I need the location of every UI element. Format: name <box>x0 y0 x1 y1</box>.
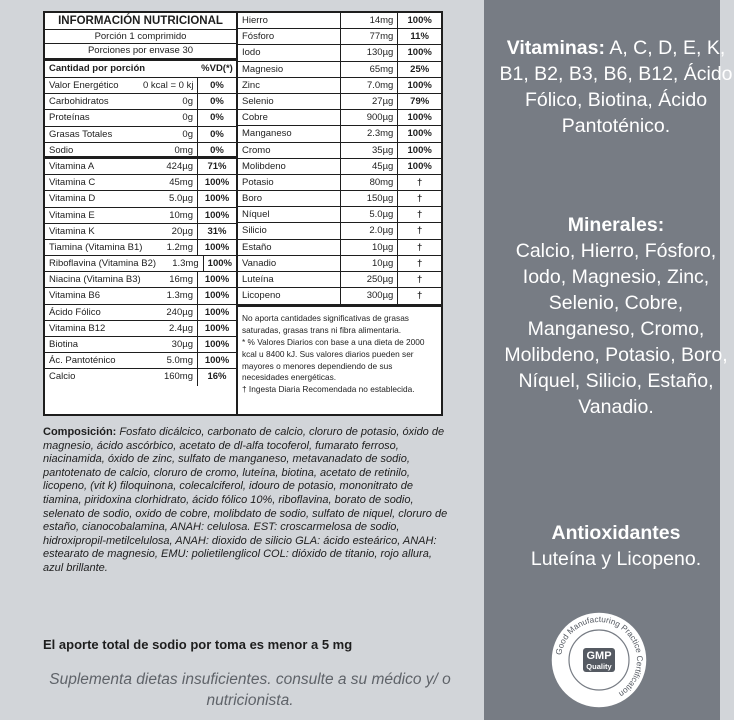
mineral-row-amount: 150µg <box>341 191 398 206</box>
vitamin-row-vd: 100% <box>207 258 232 270</box>
table-notes <box>238 304 441 396</box>
mineral-row-name: Cromo <box>238 143 341 158</box>
mineral-row <box>238 223 441 239</box>
mineral-row-amount: 250µg <box>341 272 398 287</box>
macro-row <box>45 143 236 159</box>
badge-ring-text: Good Manufacturing Practice Certification <box>553 613 646 700</box>
macro-row-amount: 0mg <box>143 143 198 156</box>
vitamin-row-name: Vitamina B6 <box>49 290 101 302</box>
vitamin-row-amount: 2.4µg <box>143 321 198 336</box>
vitamin-row-vd: 100% <box>204 241 230 253</box>
table-title: INFORMACIÓN NUTRICIONAL <box>45 13 236 30</box>
mineral-row <box>238 272 441 288</box>
macro-row-amount: 0g <box>143 94 198 109</box>
mineral-row-name: Fósforo <box>238 29 341 44</box>
vitamin-row-vd: 100% <box>204 339 230 350</box>
vitamin-row-amount: 45mg <box>143 175 198 190</box>
mineral-row <box>238 45 441 61</box>
vitamin-row-amount: 1.2mg <box>143 240 198 255</box>
mineral-row-name: Luteína <box>238 272 341 287</box>
mineral-row-name: Silicio <box>238 223 341 238</box>
vitamin-row-name: Vitamina D <box>49 193 96 205</box>
mineral-row-name: Magnesio <box>238 62 341 77</box>
macro-row-name: Proteínas <box>49 112 90 124</box>
macro-row-amount: 0 kcal = 0 kj <box>143 78 198 93</box>
vitamin-row <box>45 256 236 272</box>
mineral-row-amount: 900µg <box>341 110 398 125</box>
mineral-row-name: Cobre <box>238 110 341 125</box>
nutrition-table <box>43 11 443 416</box>
mineral-row-vd: 100% <box>407 112 432 124</box>
mineral-row-amount: 27µg <box>341 94 398 109</box>
mineral-row-amount: 300µg <box>341 288 398 304</box>
macro-row <box>45 127 236 143</box>
vitamin-row-amount: 20µg <box>143 224 198 239</box>
mineral-row-name: Iodo <box>238 45 341 60</box>
vitamin-row-amount: 1.3mg <box>143 288 198 303</box>
mineral-row-name: Zinc <box>238 78 341 93</box>
vitamin-row <box>45 288 236 304</box>
mineral-row-name: Hierro <box>238 13 341 28</box>
mineral-row-amount: 45µg <box>341 159 398 174</box>
mineral-row-amount: 2.0µg <box>341 223 398 238</box>
macro-row-name: Sodio <box>49 144 74 156</box>
vitamin-row-name: Vitamina K <box>49 225 95 237</box>
mineral-row-vd: † <box>417 290 423 302</box>
minerals-title: Minerales: <box>567 214 665 236</box>
vitamin-row-name: Ácido Fólico <box>49 306 101 318</box>
composition-text: Fosfato dicálcico, carbonato de calcio, cloruro de potasio, óxido de magnesio, ácido ascórbico, acetato de dl-alfa tocoferol, fumarato ferroso, niacinamida, óxido de zinc, sulfato de manganeso, metavanadato de sodio, pantotenato de calcio, cloruro de cromo, luteína, biotina, acetato de retinilo, licopeno, (vit k) filoquinona, colecalciferol, idouro de potasio, mononitrato de tiamina, piridoxina clorhidrato, ácido fólico 10%, riboflavina, borato de sodio, selenato de sodio, oxido de cobre, molibdato de sodio, sulfato de niquel, cloruro de estaño, cianocobalamina, ANAH: celulosa. EST: croscarmelosa de sodio, hidroxipropil-metilcelulosa, ANAH: dioxido de silicio GLA: ácido esteárico, ANAH: estearato de magnesio, EMU: polietilenglicol COL: dióxido de titanio, rojo allura, azul brillante. <box>43 426 448 574</box>
antioxidants-title: Antioxidantes <box>551 522 681 544</box>
macros-list <box>45 78 236 159</box>
vitamin-row-name: Vitamina E <box>49 209 95 221</box>
vitamin-row-amount: 240µg <box>143 305 198 320</box>
mineral-row <box>238 126 441 142</box>
vitamin-row-vd: 100% <box>204 274 230 286</box>
vitamin-row-name: Riboflavina (Vitamina B2) <box>49 258 157 270</box>
mineral-row-amount: 77mg <box>341 29 398 44</box>
mineral-row <box>238 29 441 45</box>
mineral-row-name: Vanadio <box>238 256 341 271</box>
macro-row-vd: 0% <box>210 96 224 108</box>
mineral-row-vd: 100% <box>407 128 432 140</box>
mineral-row <box>238 207 441 223</box>
vitamin-row <box>45 191 236 207</box>
mineral-row-amount: 35µg <box>341 143 398 158</box>
mineral-row-amount: 10µg <box>341 240 398 255</box>
mineral-row <box>238 288 441 304</box>
vitamin-row-name: Vitamina A <box>49 160 95 172</box>
vitamin-row-amount: 160mg <box>143 369 198 385</box>
mineral-row-vd: † <box>417 241 423 253</box>
vitamin-row-vd: 100% <box>204 177 230 189</box>
gmp-badge <box>549 610 649 710</box>
vitamin-row <box>45 224 236 240</box>
note-fats: No aporta cantidades significativas de grasas saturadas, grasas trans ni fibra alimentaria. <box>242 313 409 336</box>
vitamin-row-amount: 30µg <box>143 337 198 352</box>
mineral-row-name: Estaño <box>238 240 341 255</box>
badge-main-text: GMP <box>586 650 612 662</box>
macro-row-vd: 0% <box>210 128 224 140</box>
table-header <box>45 61 236 78</box>
vitamin-row-vd: 100% <box>204 322 230 334</box>
macro-row <box>45 94 236 110</box>
mineral-row <box>238 110 441 126</box>
macro-row-amount: 0g <box>143 127 198 142</box>
mineral-row-amount: 10µg <box>341 256 398 271</box>
nutrition-table-column-1 <box>45 13 238 414</box>
mineral-row-amount: 14mg <box>341 13 398 28</box>
vitamin-row-vd: 31% <box>207 225 227 237</box>
mineral-row-vd: † <box>417 257 423 269</box>
mineral-row <box>238 78 441 94</box>
mineral-row-vd: 100% <box>407 47 432 59</box>
vitamins-title: Vitaminas: <box>506 37 605 59</box>
vitamin-row-amount: 5.0µg <box>143 191 198 206</box>
mineral-row-name: Selenio <box>238 94 341 109</box>
antioxidants-section <box>498 520 734 572</box>
vitamin-row <box>45 175 236 191</box>
vitamin-row-vd: 100% <box>204 209 230 221</box>
vitamin-row-amount: 10mg <box>143 208 198 223</box>
mineral-row-amount: 130µg <box>341 45 398 60</box>
macro-row-name: Valor Energético <box>49 80 119 91</box>
macro-row-amount: 0g <box>143 110 198 125</box>
mineral-row-name: Manganeso <box>238 126 341 141</box>
mineral-row-vd: 25% <box>410 63 430 75</box>
sodium-note: El aporte total de sodio por toma es menor a 5 mg <box>43 637 353 652</box>
nutrition-table-column-2 <box>238 13 441 414</box>
portions-per-pack: Porciones por envase 30 <box>45 44 236 61</box>
header-vd: %VD(*) <box>201 63 233 74</box>
vitamin-row-vd: 100% <box>204 355 230 367</box>
mineral-row-amount: 65mg <box>341 62 398 77</box>
note-ingesta: † Ingesta Diaria Recomendada no establecida. <box>242 384 415 395</box>
macro-row-vd: 0% <box>210 112 224 124</box>
mineral-row-amount: 5.0µg <box>341 207 398 222</box>
vitamin-row-vd: 100% <box>204 306 230 318</box>
composition <box>43 426 448 576</box>
mineral-row <box>238 94 441 110</box>
minerals-list <box>238 13 441 304</box>
antioxidants-summary: Luteína y Licopeno. <box>530 548 702 570</box>
mineral-row <box>238 13 441 29</box>
mineral-row-vd: 79% <box>410 95 430 107</box>
vitamin-row-vd: 100% <box>204 193 230 205</box>
mineral-row-name: Molibdeno <box>238 159 341 174</box>
macro-row-vd: 0% <box>210 80 224 91</box>
mineral-row <box>238 256 441 272</box>
vitamin-row <box>45 159 236 175</box>
mineral-row-vd: † <box>417 274 423 285</box>
vitamin-row-name: Ác. Pantoténico <box>49 355 116 367</box>
macro-row-name: Carbohidratos <box>49 96 109 108</box>
mineral-row-name: Níquel <box>238 207 341 222</box>
vitamin-row-name: Calcio <box>49 371 76 383</box>
mineral-row-vd: 100% <box>407 160 432 172</box>
vitamin-row <box>45 353 236 369</box>
vitamin-row-vd: 100% <box>204 290 230 302</box>
badge-sub-text: Quality <box>586 662 612 671</box>
vitamin-row-name: Biotina <box>49 339 79 350</box>
vitamin-row-amount: 1.3mg <box>156 256 204 271</box>
macro-row-name: Grasas Totales <box>49 128 113 140</box>
mineral-row-name: Boro <box>238 191 341 206</box>
mineral-row-vd: 100% <box>407 144 432 156</box>
mineral-row <box>238 62 441 78</box>
portion: Porción 1 comprimido <box>45 30 236 44</box>
vitamin-row-amount: 16mg <box>143 272 198 287</box>
vitamin-row-vd: 71% <box>207 160 227 172</box>
vitamin-row <box>45 321 236 337</box>
mineral-row-amount: 2.3mg <box>341 126 398 141</box>
vitamin-row-vd: 16% <box>207 371 227 383</box>
mineral-row-vd: 100% <box>407 15 432 26</box>
vitamin-row <box>45 305 236 321</box>
mineral-row <box>238 143 441 159</box>
vitamin-row-amount: 424µg <box>143 159 198 174</box>
vitamins-list <box>45 159 236 386</box>
vitamin-row <box>45 272 236 288</box>
vitamin-row <box>45 240 236 256</box>
mineral-row-name: Licopeno <box>238 288 341 304</box>
vitamin-row-amount: 5.0mg <box>143 353 198 368</box>
mineral-row <box>238 191 441 207</box>
mineral-row-vd: 100% <box>407 79 432 91</box>
macro-row-vd: 0% <box>210 144 224 156</box>
mineral-row-amount: 80mg <box>341 175 398 190</box>
vitamin-row <box>45 369 236 385</box>
mineral-row-vd: † <box>417 193 423 205</box>
vitamins-section <box>498 35 734 139</box>
mineral-row-amount: 7.0mg <box>341 78 398 93</box>
mineral-row-vd: 11% <box>410 31 429 43</box>
note-daily-values: * % Valores Diarios con base a una dieta de 2000 kcal u 8400 kJ. Sus valores diarios pueden ser mayores o menores dependiendo de sus necesidades energéticas. <box>242 336 425 383</box>
mineral-row-vd: † <box>417 209 423 221</box>
minerals-summary: Calcio, Hierro, Fósforo, Iodo, Magnesio, Zinc, Selenio, Cobre, Manganeso, Cromo, Molibdeno, Potasio, Boro, Níquel, Silicio, Estaño, Vanadio. <box>504 240 728 418</box>
composition-label: Composición: <box>43 426 117 438</box>
mineral-row-vd: † <box>417 176 423 188</box>
vitamins-summary: A, C, D, E, K, B1, B2, B3, B6, B12, Ácido Fólico, Biotina, Ácido Pantoténico. <box>499 37 733 137</box>
macro-row <box>45 78 236 94</box>
vitamin-row-name: Vitamina B12 <box>49 322 106 334</box>
vitamin-row-name: Niacina (Vitamina B3) <box>49 274 141 286</box>
vitamin-row <box>45 337 236 353</box>
header-name: Cantidad por porción <box>49 63 146 74</box>
mineral-row-name: Potasio <box>238 175 341 190</box>
supplement-note: Suplementa dietas insuficientes. consulte a su médico y/ o nutricionista. <box>49 671 451 709</box>
mineral-row <box>238 159 441 175</box>
vitamin-row-name: Vitamina C <box>49 177 96 189</box>
macro-row <box>45 110 236 126</box>
vitamin-row-name: Tiamina (Vitamina B1) <box>49 241 143 253</box>
mineral-row <box>238 175 441 191</box>
mineral-row-vd: † <box>417 225 423 237</box>
vitamin-row <box>45 208 236 224</box>
mineral-row <box>238 240 441 256</box>
minerals-section <box>498 212 734 420</box>
